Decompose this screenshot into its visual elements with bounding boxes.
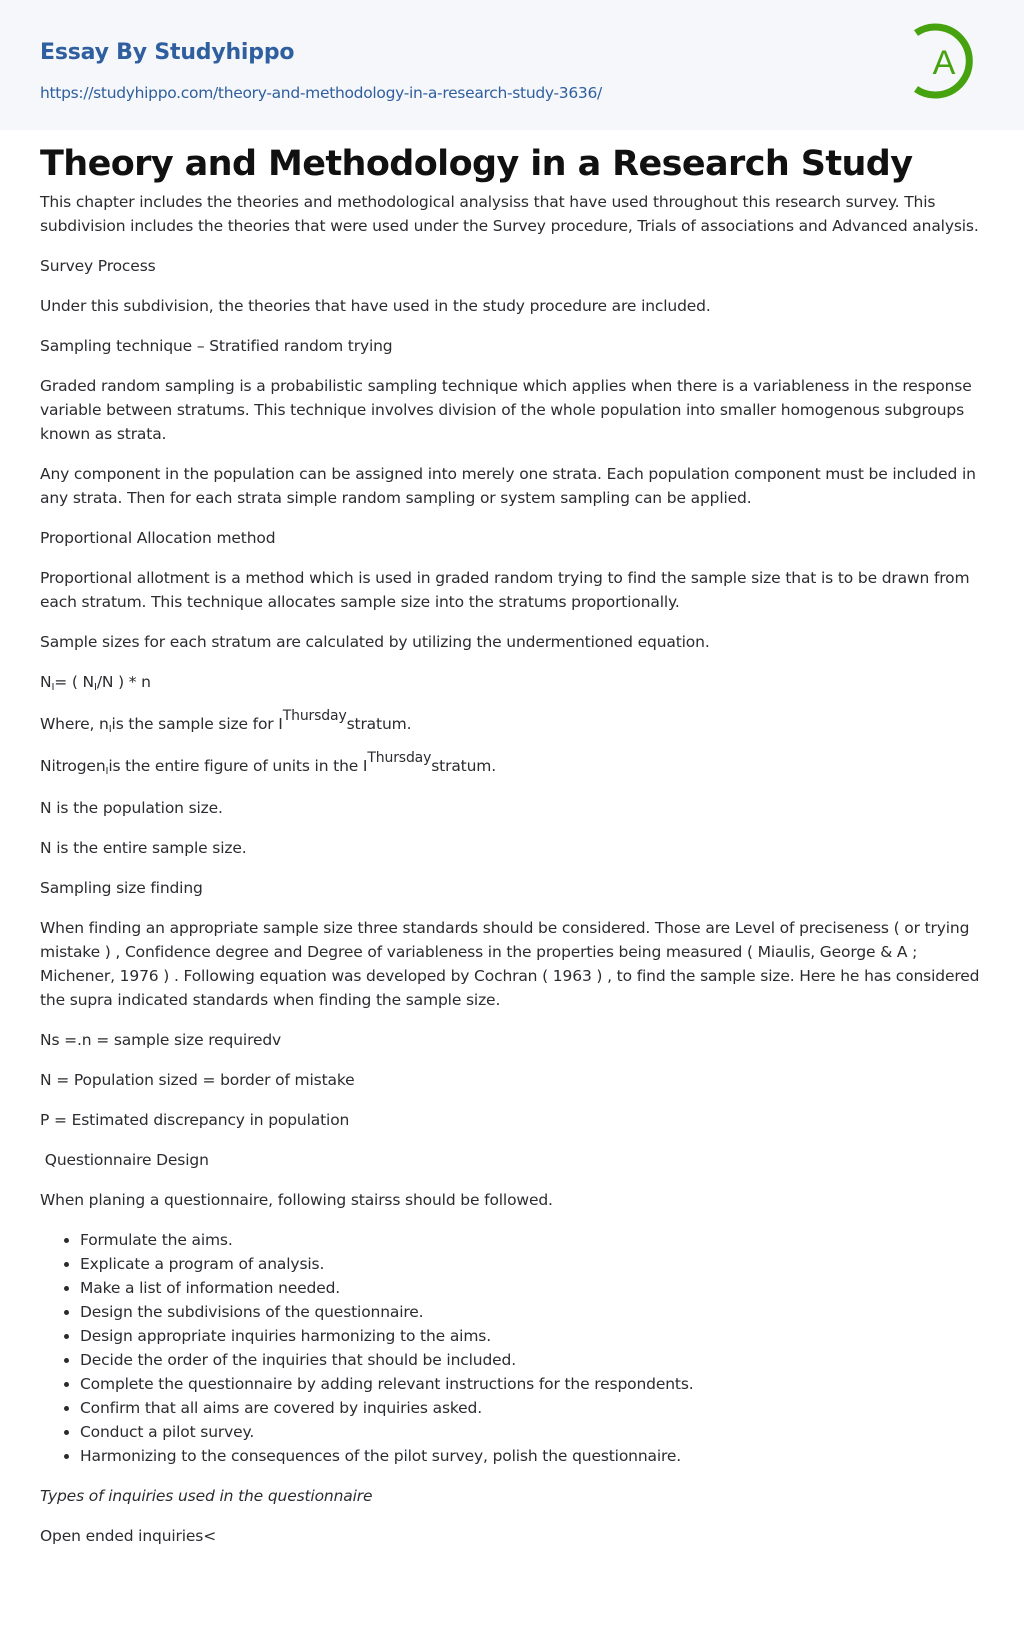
equation-lhs: N [40,673,52,691]
nitrogen-subscript: I [105,766,109,777]
essay-url-link[interactable]: https://studyhippo.com/theory-and-methodology-in-a-research-study-3636/ [40,84,602,102]
list-item: • Explicate a program of analysis. [80,1252,984,1276]
equation-lhs-subscript: I [51,682,55,693]
allocation-equation [40,670,984,694]
where-definition [40,708,984,736]
brand-title: Essay By Studyhippo [40,40,295,65]
equation-rhs: /N ) * n [96,673,151,691]
questionnaire-design-heading: Questionnaire Design [40,1151,209,1169]
page-title: Theory and Methodology in a Research Study [40,144,913,184]
list-item: • Design appropriate inquiries harmonizing to the aims. [80,1324,984,1348]
nitrogen-suffix: stratum. [431,757,497,775]
list-item: • Confirm that all aims are covered by inquiries asked. [80,1396,984,1420]
where-middle: is the sample size for I [111,715,283,733]
inquiry-types-heading: Types of inquiries used in the questionnaire [40,1487,373,1505]
list-item: • Make a list of information needed. [80,1276,984,1300]
proportional-allocation-heading: Proportional Allocation method [40,529,276,547]
nitrogen-prefix: Nitrogen [40,757,106,775]
nitrogen-definition [40,750,984,778]
survey-process-paragraph: Under this subdivision, the theories that have used in the study procedure are included. [40,297,711,315]
svg-text:A: A [932,44,956,82]
component-paragraph: Any component in the population can be assigned into merely one strata. Each population component must be included in any strata. Then for each strata simple random sampling or system sampling can be applied. [40,465,976,507]
where-prefix: Where, n [40,715,109,733]
list-item: • Harmonizing to the consequences of the pilot survey, polish the questionnaire. [80,1444,984,1468]
equation-mid-subscript: I [94,682,97,693]
where-subscript: I [108,724,112,735]
open-ended-inquiries: Open ended inquiries< [40,1527,217,1545]
nitrogen-middle: is the entire figure of units in the I [108,757,368,775]
graded-sampling-paragraph: Graded random sampling is a probabilistic sampling technique which applies when there is a variableness in the response variable between stratums. This technique involves division of the whole population into smaller homogenous subgroups known as strata. [40,377,972,443]
article-body [0,130,1024,1624]
p-definition: P = Estimated discrepancy in population [40,1111,350,1129]
list-item: • Complete the questionnaire by adding relevant instructions for the respondents. [80,1372,984,1396]
where-superscript: Thursday [282,708,347,724]
sampling-size-heading: Sampling size finding [40,879,203,897]
list-item: • Decide the order of the inquiries that should be included. [80,1348,984,1372]
list-item: • Design the subdivisions of the questionnaire. [80,1300,984,1324]
sampling-size-paragraph: When finding an appropriate sample size three standards should be considered. Those are Level of preciseness ( or trying mistake ) , Confidence degree and Degree of variableness in the properties being measured ( Miaulis, George & A ; Michener, 1976 ) . Following equation was developed by Cochran ( 1963 ) , to find the sample size. Here he has considered the supra indicated standards when finding the sample size. [40,919,980,1009]
equation-middle: = ( N [54,673,94,691]
sample-sizes-paragraph: Sample sizes for each stratum are calculated by utilizing the undermentioned equation. [40,633,710,651]
where-suffix: stratum. [346,715,412,733]
questionnaire-intro: When planing a questionnaire, following stairss should be followed. [40,1191,553,1209]
proportional-allocation-paragraph: Proportional allotment is a method which is used in graded random trying to find the sample size that is to be drawn from each stratum. This technique allocates sample size into the stratums proportionally. [40,569,970,611]
studyhippo-logo-icon [906,18,986,104]
nitrogen-superscript: Thursday [367,750,432,766]
list-item: • Formulate the aims. [80,1228,984,1252]
sampling-technique-heading: Sampling technique – Stratified random trying [40,337,393,355]
list-item: • Conduct a pilot survey. [80,1420,984,1444]
entire-sample-definition: N is the entire sample size. [40,839,247,857]
page-header [0,0,1024,130]
intro-paragraph: This chapter includes the theories and methodological analysiss that have used throughout this research survey. This subdivision includes the theories that were used under the Survey procedure, Trials of associations and Advanced analysis. [40,193,979,235]
survey-process-heading: Survey Process [40,257,156,275]
population-size-definition: N is the population size. [40,799,223,817]
questionnaire-steps-list [80,1228,984,1468]
ns-definition: Ns =.n = sample size requiredv [40,1031,282,1049]
n-population-definition: N = Population sized = border of mistake [40,1071,355,1089]
